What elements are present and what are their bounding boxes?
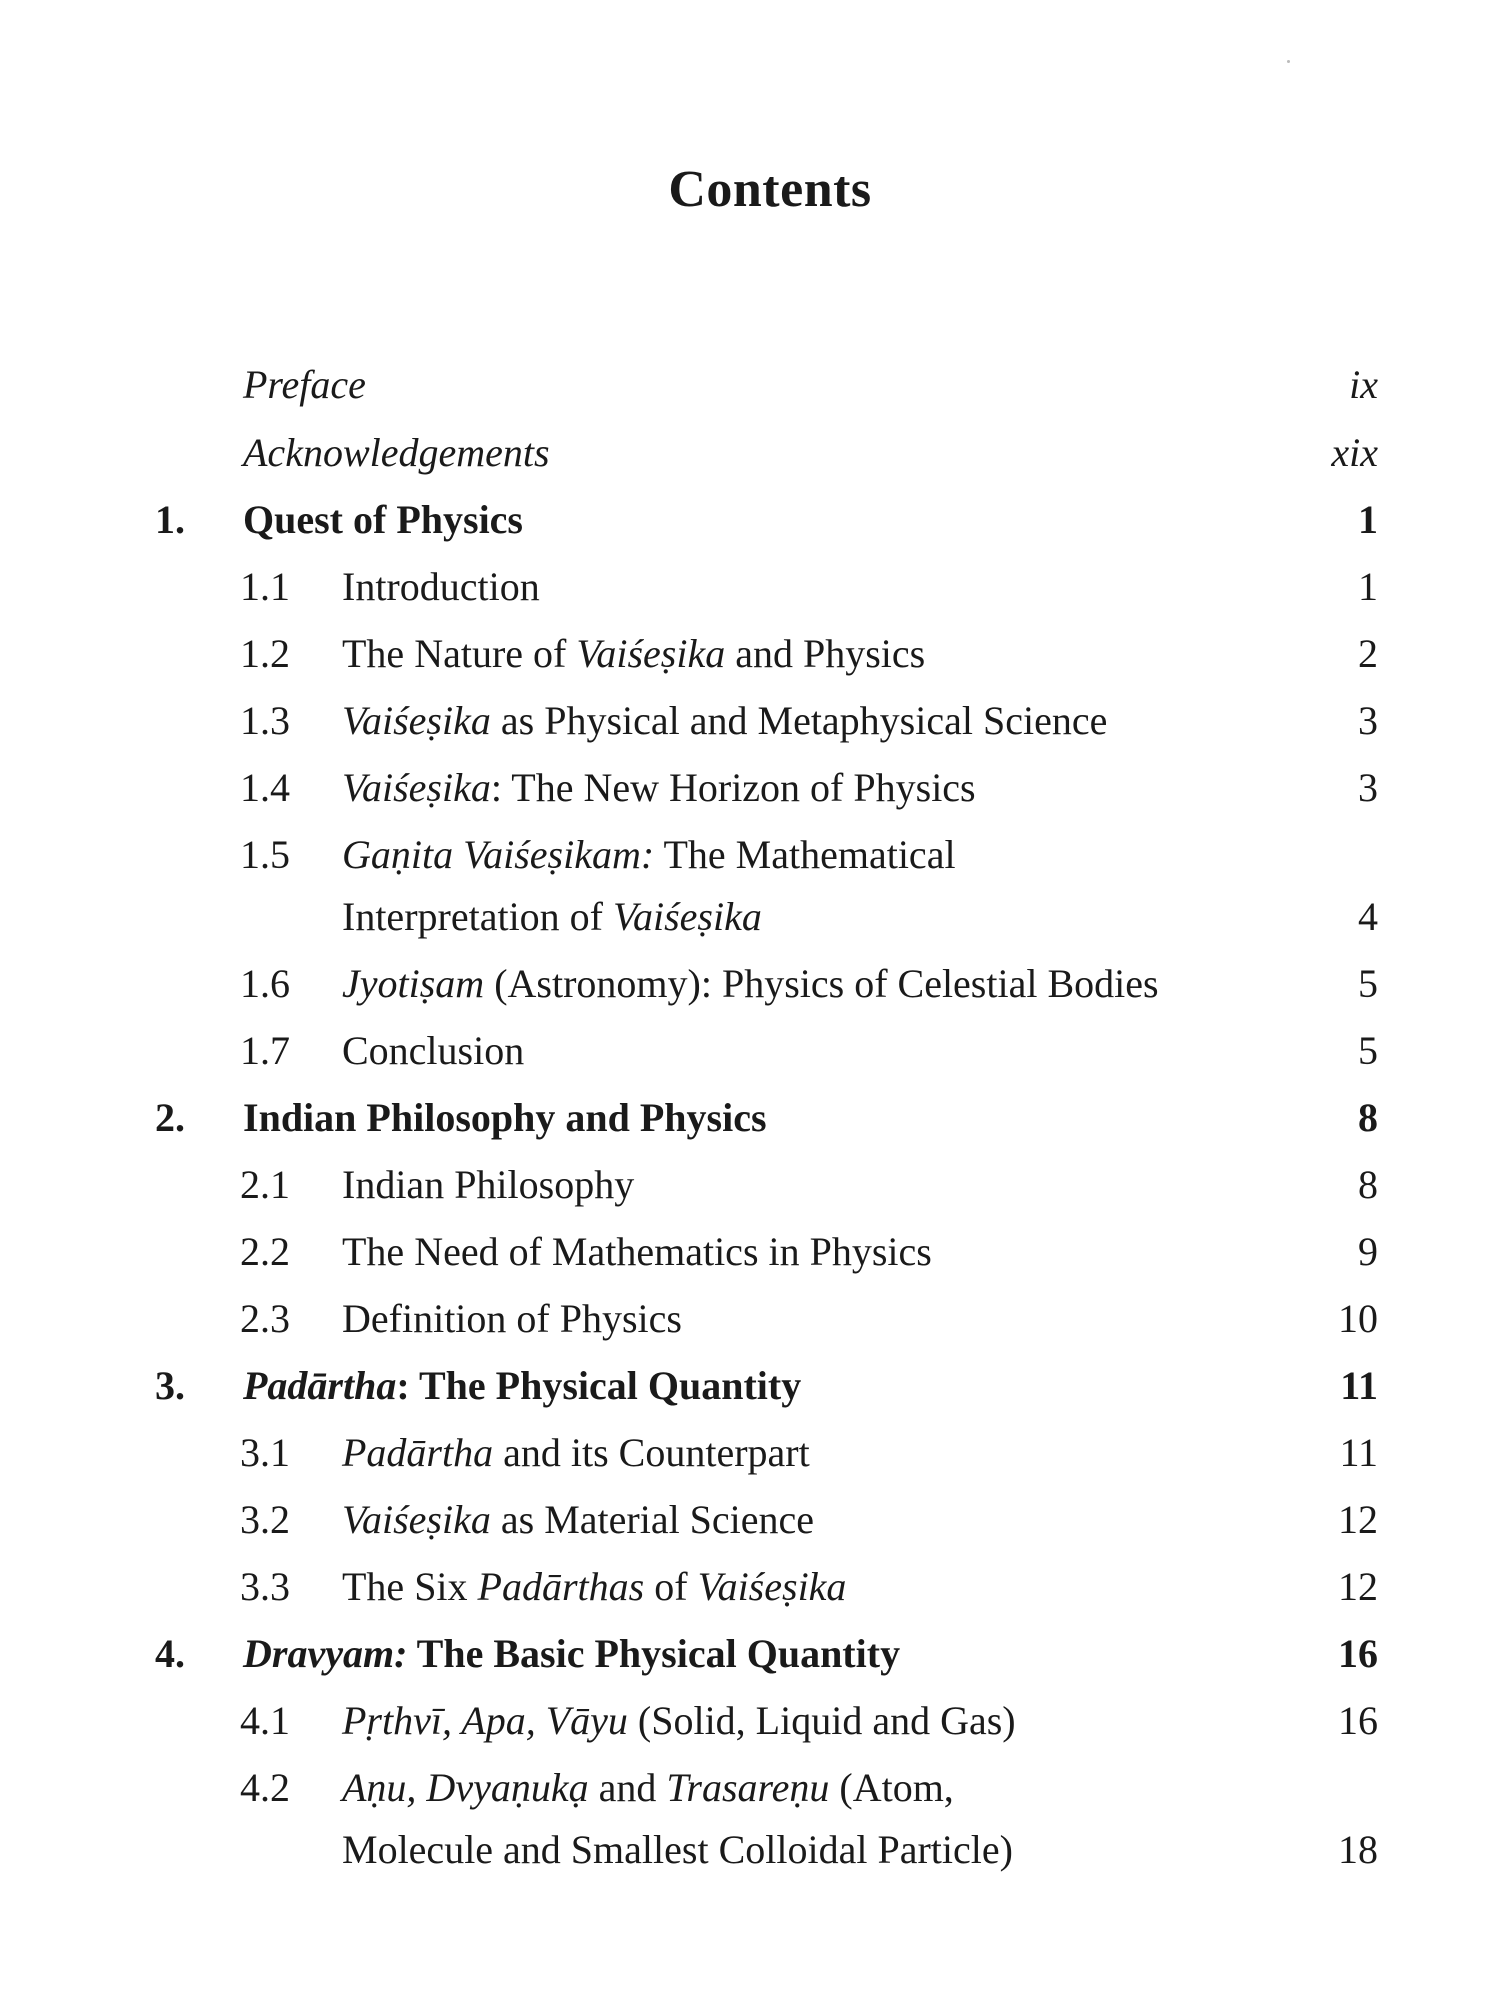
- toc-chapter-3[interactable]: [0, 1356, 1500, 1416]
- toc-section-1-1[interactable]: [0, 557, 1500, 617]
- section-number: 4.1: [240, 1698, 290, 1743]
- section-number: 1.7: [240, 1028, 290, 1073]
- section-title: Vaiśeṣika: The New Horizon of Physics: [342, 765, 976, 810]
- toc-section-3-1[interactable]: [0, 1423, 1500, 1483]
- toc-section-2-1[interactable]: [0, 1155, 1500, 1215]
- section-title: Introduction: [342, 564, 540, 609]
- toc-section-2-3[interactable]: [0, 1289, 1500, 1349]
- section-number: 1.4: [240, 765, 290, 810]
- section-page: 4: [1358, 894, 1378, 939]
- section-page: 5: [1358, 1028, 1378, 1073]
- chapter-title: Indian Philosophy and Physics: [243, 1095, 767, 1140]
- chapter-page: 16: [1338, 1631, 1378, 1676]
- section-number: 3.1: [240, 1430, 290, 1475]
- section-title-line2: Molecule and Smallest Colloidal Particle): [342, 1827, 1013, 1872]
- section-number: 2.3: [240, 1296, 290, 1341]
- toc-section-1-3[interactable]: [0, 691, 1500, 751]
- section-title-line2: Interpretation of Vaiśeṣika: [342, 894, 762, 939]
- section-page: 12: [1338, 1497, 1378, 1542]
- section-number: 1.2: [240, 631, 290, 676]
- chapter-title: Quest of Physics: [243, 497, 523, 542]
- page-title: Contents: [668, 161, 872, 218]
- section-page: 12: [1338, 1564, 1378, 1609]
- section-number: 1.1: [240, 564, 290, 609]
- section-title: Vaiśeṣika as Physical and Metaphysical Science: [342, 698, 1108, 743]
- section-page: 2: [1358, 631, 1378, 676]
- toc-section-1-7[interactable]: [0, 1021, 1500, 1081]
- chapter-number: 4.: [155, 1631, 185, 1676]
- chapter-page: 11: [1340, 1363, 1378, 1408]
- toc-section-4-1[interactable]: [0, 1691, 1500, 1751]
- entry-page: xix: [1331, 430, 1378, 475]
- chapter-number: 2.: [155, 1095, 185, 1140]
- entry-title: Preface: [243, 362, 366, 407]
- toc-entry-acknowledgements[interactable]: [0, 423, 1500, 483]
- section-title: Gaṇita Vaiśeṣikam: The Mathematical: [342, 832, 956, 877]
- section-page: 11: [1339, 1430, 1378, 1475]
- section-number: 2.1: [240, 1162, 290, 1207]
- section-title: The Need of Mathematics in Physics: [342, 1229, 932, 1274]
- toc-section-3-3[interactable]: [0, 1557, 1500, 1617]
- section-title: The Nature of Vaiśeṣika and Physics: [342, 631, 926, 676]
- section-page: 18: [1338, 1827, 1378, 1872]
- section-title: Jyotiṣam (Astronomy): Physics of Celestial Bodies: [342, 961, 1159, 1006]
- section-number: 3.2: [240, 1497, 290, 1542]
- section-title: Vaiśeṣika as Material Science: [342, 1497, 815, 1542]
- toc-section-1-2[interactable]: [0, 624, 1500, 684]
- toc-section-1-4[interactable]: [0, 758, 1500, 818]
- section-page: 3: [1358, 765, 1378, 810]
- toc-section-4-2[interactable]: [0, 1758, 1500, 1883]
- chapter-number: 1.: [155, 497, 185, 542]
- toc-chapter-1[interactable]: [0, 490, 1500, 550]
- toc-section-2-2[interactable]: [0, 1222, 1500, 1282]
- toc-chapter-2[interactable]: [0, 1088, 1500, 1148]
- entry-page: ix: [1349, 362, 1378, 407]
- section-page: 5: [1358, 961, 1378, 1006]
- section-title: Definition of Physics: [342, 1296, 682, 1341]
- section-title: Conclusion: [342, 1028, 525, 1073]
- section-number: 2.2: [240, 1229, 290, 1274]
- chapter-title: Dravyam: The Basic Physical Quantity: [243, 1631, 901, 1676]
- section-page: 9: [1358, 1229, 1378, 1274]
- section-number: 1.5: [240, 832, 290, 877]
- chapter-page: 1: [1358, 497, 1378, 542]
- section-page: 10: [1338, 1296, 1378, 1341]
- section-title: Pṛthvī, Apa, Vāyu (Solid, Liquid and Gas): [342, 1698, 1016, 1743]
- section-number: 3.3: [240, 1564, 290, 1609]
- section-title: Indian Philosophy: [342, 1162, 635, 1207]
- section-title: The Six Padārthas of Vaiśeṣika: [342, 1564, 847, 1609]
- section-title: Aṇu, Dvyaṇukạ and Trasareṇu (Atom,: [342, 1765, 954, 1810]
- section-number: 1.3: [240, 698, 290, 743]
- toc-section-3-2[interactable]: [0, 1490, 1500, 1550]
- toc-entry-preface[interactable]: [0, 355, 1500, 415]
- section-number: 4.2: [240, 1765, 290, 1810]
- toc-chapter-4[interactable]: [0, 1624, 1500, 1684]
- section-page: 3: [1358, 698, 1378, 743]
- chapter-number: 3.: [155, 1363, 185, 1408]
- toc-section-1-6[interactable]: [0, 954, 1500, 1014]
- section-title: Padārtha and its Counterpart: [342, 1430, 810, 1475]
- section-page: 16: [1338, 1698, 1378, 1743]
- section-number: 1.6: [240, 961, 290, 1006]
- section-page: 1: [1358, 564, 1378, 609]
- toc-section-1-5[interactable]: [0, 825, 1500, 950]
- section-page: 8: [1358, 1162, 1378, 1207]
- chapter-title: Padārtha: The Physical Quantity: [243, 1363, 802, 1408]
- entry-title: Acknowledgements: [243, 430, 550, 475]
- chapter-page: 8: [1358, 1095, 1378, 1140]
